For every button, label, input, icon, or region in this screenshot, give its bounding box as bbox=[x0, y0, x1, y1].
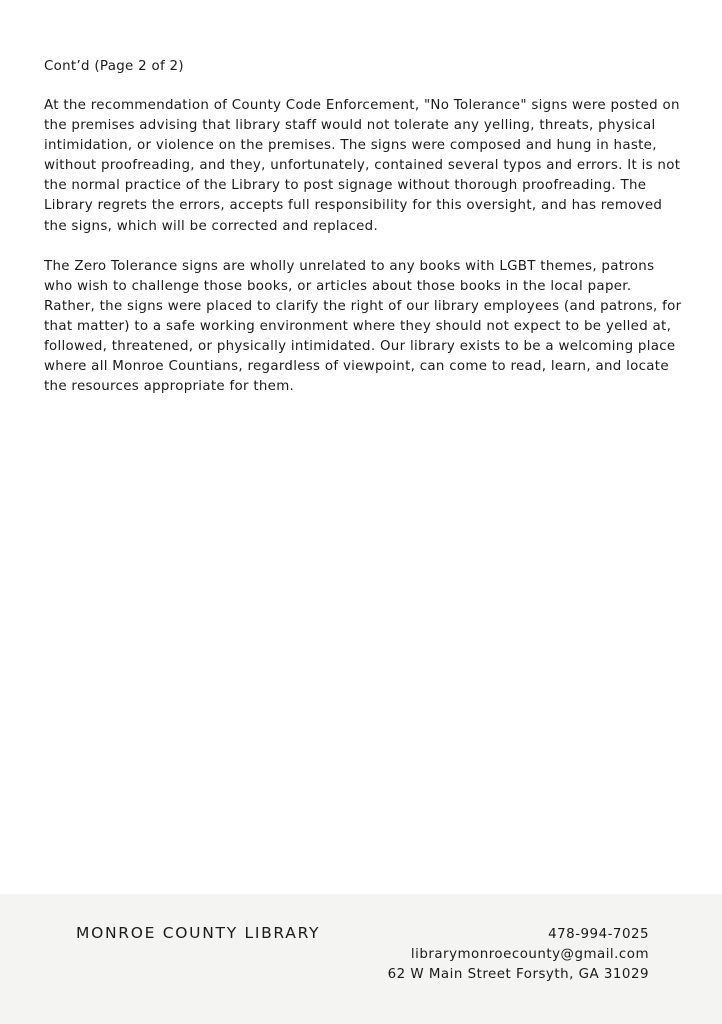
phone-number: 478-994-7025 bbox=[548, 927, 649, 942]
letter-body bbox=[44, 57, 684, 417]
paragraph-zero-tolerance: The Zero Tolerance signs are wholly unrelated to any books with LGBT themes, patrons who wish to challenge those books, or articles about those books in the local paper. Rather, the signs were placed to clarify the right of our library employees (and patrons, for that matter) to a safe working environment where they should not expect to be yelled at, followed, threatened, or physically intimidated. Our library exists to be a welcoming place where all Monroe Countians, regardless of viewpoint, can come to read, learn, and locate the resources appropriate for them. bbox=[44, 258, 682, 395]
street-address: 62 W Main Street Forsyth, GA 31029 bbox=[387, 967, 649, 983]
page-continuation-heading: Cont’d (Page 2 of 2) bbox=[44, 59, 184, 74]
organization-name: MONROE COUNTY LIBRARY bbox=[76, 924, 321, 942]
paragraph-signage: At the recommendation of County Code Enforcement, "No Tolerance" signs were posted on the premises advising that library staff would not tolerate any yelling, threats, physical intimidation, or violence on the premises. The signs were composed and hung in haste, without proofreading, and they, unfortunately, contained several typos and errors. It is not the normal practice of the Library to post signage without thorough proofreading. The Library regrets the errors, accepts full responsibility for this oversight, and has removed the signs, which will be corrected and replaced. bbox=[44, 98, 681, 234]
email-address: librarymonroecounty@gmail.com bbox=[410, 947, 649, 963]
contact-block bbox=[388, 925, 649, 986]
